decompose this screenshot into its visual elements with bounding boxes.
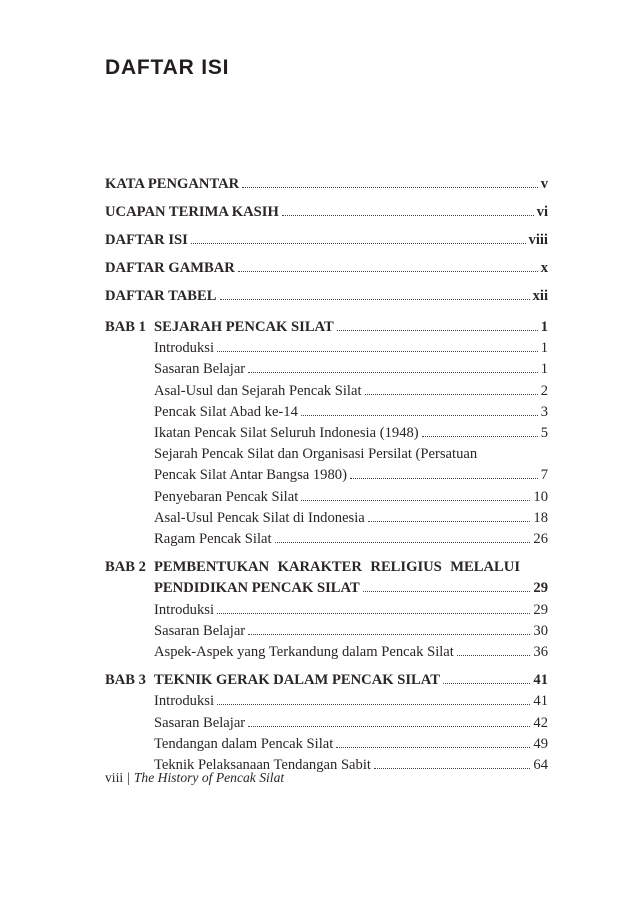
toc-entry-label: SEJARAH PENCAK SILAT (154, 319, 334, 335)
toc-entry-page: 1 (540, 340, 548, 357)
toc-entry-page: 42 (533, 714, 548, 731)
toc-front-matter-entry (105, 198, 548, 226)
dot-leader (443, 683, 530, 684)
dot-leader (238, 271, 538, 272)
toc-entry-label: Sasaran Belajar (154, 361, 246, 378)
dot-leader (220, 299, 530, 300)
toc-entry-label: PENDIDIKAN PENCAK SILAT (154, 580, 360, 597)
chapter-title-line (154, 578, 548, 599)
toc-entry-page: 49 (533, 735, 548, 752)
toc-entry-page: 64 (533, 757, 548, 774)
dot-leader (363, 591, 531, 592)
dot-leader (217, 351, 538, 352)
dot-leader (422, 436, 538, 437)
dot-leader (217, 613, 530, 614)
toc-entry (154, 713, 548, 734)
toc-entry (154, 423, 548, 444)
toc-entry-page: 36 (533, 644, 548, 661)
toc-entry-label: Introduksi (154, 693, 214, 710)
chapter-title (154, 557, 548, 599)
dot-leader (275, 542, 531, 543)
dot-leader (368, 521, 531, 522)
dot-leader (337, 330, 538, 331)
toc-entry-label: Ikatan Pencak Silat Seluruh Indonesia (1948) (154, 425, 419, 442)
toc-entry-label: UCAPAN TERIMA KASIH (105, 204, 279, 220)
toc-entry (154, 444, 548, 465)
toc-entry-label: DAFTAR GAMBAR (105, 260, 235, 276)
chapter-title (154, 317, 548, 338)
chapter-title (154, 670, 548, 691)
page-title: DAFTAR ISI (105, 56, 230, 79)
toc-entry (154, 691, 548, 712)
dot-leader (191, 243, 526, 244)
toc-entry-label: Penyebaran Pencak Silat (154, 488, 299, 505)
dot-leader (301, 500, 530, 501)
toc-entry-label: Sejarah Pencak Silat dan Organisasi Persilat (Persatuan (154, 446, 478, 463)
toc-entry-label: DAFTAR TABEL (105, 288, 217, 304)
chapter-entries (154, 691, 548, 776)
toc-entry-label: Introduksi (154, 601, 214, 618)
toc-front-matter-entry (105, 226, 548, 254)
dot-leader (217, 704, 530, 705)
footer-separator: | (127, 770, 130, 785)
toc-entry-page: 26 (533, 531, 548, 548)
toc-entry (154, 642, 548, 663)
chapter-entries (154, 338, 548, 550)
chapter-entries (154, 600, 548, 664)
chapter-block (105, 670, 548, 776)
dot-leader (248, 726, 530, 727)
toc-entry-label: DAFTAR ISI (105, 232, 188, 248)
toc-entry-label: Asal-Usul Pencak Silat di Indonesia (154, 509, 365, 526)
toc-entry-label: Teknik Pelaksanaan Tendangan Sabit (154, 757, 371, 774)
footer-page-number: viii (105, 770, 124, 785)
toc-entry (154, 508, 548, 529)
chapter-title-line (154, 317, 548, 338)
toc-entry-page: 41 (533, 672, 548, 689)
chapter-title-line (154, 670, 548, 691)
dot-leader (248, 634, 530, 635)
toc-entry-label: Introduksi (154, 340, 214, 357)
chapter-block (105, 557, 548, 663)
chapter-title-line: PEMBENTUKAN KARAKTER RELIGIUS MELALUI (154, 559, 520, 576)
toc-front-matter-entry (105, 170, 548, 198)
chapter-block (105, 317, 548, 550)
toc-entry-page: v (540, 176, 548, 192)
chapter-number: BAB 3 (105, 672, 146, 689)
toc-list (105, 170, 548, 776)
toc-entry (154, 487, 548, 508)
toc-entry (154, 359, 548, 380)
toc-entry-page: 5 (540, 425, 548, 442)
toc-entry-page: 7 (540, 467, 548, 484)
toc-entry-page: 1 (540, 319, 548, 335)
toc-entry-page: xii (532, 288, 548, 304)
toc-entry-label: Pencak Silat Abad ke-14 (154, 403, 298, 420)
dot-leader (301, 415, 538, 416)
dot-leader (365, 394, 538, 395)
page-footer (105, 770, 284, 786)
toc-entry (154, 621, 548, 642)
dot-leader (350, 478, 538, 479)
toc-entry (154, 402, 548, 423)
toc-entry-page: 10 (533, 488, 548, 505)
toc-entry (154, 465, 548, 486)
dot-leader (248, 372, 538, 373)
toc-entry-label: Ragam Pencak Silat (154, 531, 272, 548)
toc-entry-page: viii (528, 232, 548, 248)
toc-entry-page: 41 (533, 693, 548, 710)
toc-entry-page: 3 (540, 403, 548, 420)
chapter-heading (105, 557, 548, 599)
toc-entry (154, 600, 548, 621)
toc-entry-page: vi (536, 204, 548, 220)
toc-entry (154, 734, 548, 755)
toc-entry-page: 2 (540, 382, 548, 399)
dot-leader (457, 655, 531, 656)
toc-entry-label: Tendangan dalam Pencak Silat (154, 735, 334, 752)
toc-front-matter-entry (105, 254, 548, 282)
toc-entry-page: 29 (533, 601, 548, 618)
toc-entry (154, 381, 548, 402)
toc-entry (154, 338, 548, 359)
toc-entry-page: 29 (533, 580, 548, 597)
chapter-number: BAB 1 (105, 319, 146, 335)
footer-book-title: The History of Pencak Silat (133, 770, 285, 785)
chapter-heading (105, 317, 548, 338)
toc-entry-page: 30 (533, 622, 548, 639)
chapter-number: BAB 2 (105, 559, 146, 576)
toc-entry-label: KATA PENGANTAR (105, 176, 240, 192)
toc-entry-label: Sasaran Belajar (154, 714, 246, 731)
toc-entry-label: Asal-Usul dan Sejarah Pencak Silat (154, 382, 362, 399)
chapter-heading (105, 670, 548, 691)
toc-entry-page: x (540, 260, 548, 276)
toc-entry-page: 18 (533, 509, 548, 526)
dot-leader (282, 215, 534, 216)
toc-entry (154, 529, 548, 550)
dot-leader (336, 747, 530, 748)
toc-entry-label: Sasaran Belajar (154, 622, 246, 639)
dot-leader (374, 768, 530, 769)
toc-entry-label: Aspek-Aspek yang Terkandung dalam Pencak Silat (154, 644, 454, 661)
toc-entry-label: Pencak Silat Antar Bangsa 1980) (154, 467, 347, 484)
toc-entry-page: 1 (540, 361, 548, 378)
toc-front-matter-entry (105, 282, 548, 310)
dot-leader (242, 187, 538, 188)
toc-entry-label: TEKNIK GERAK DALAM PENCAK SILAT (154, 672, 440, 689)
